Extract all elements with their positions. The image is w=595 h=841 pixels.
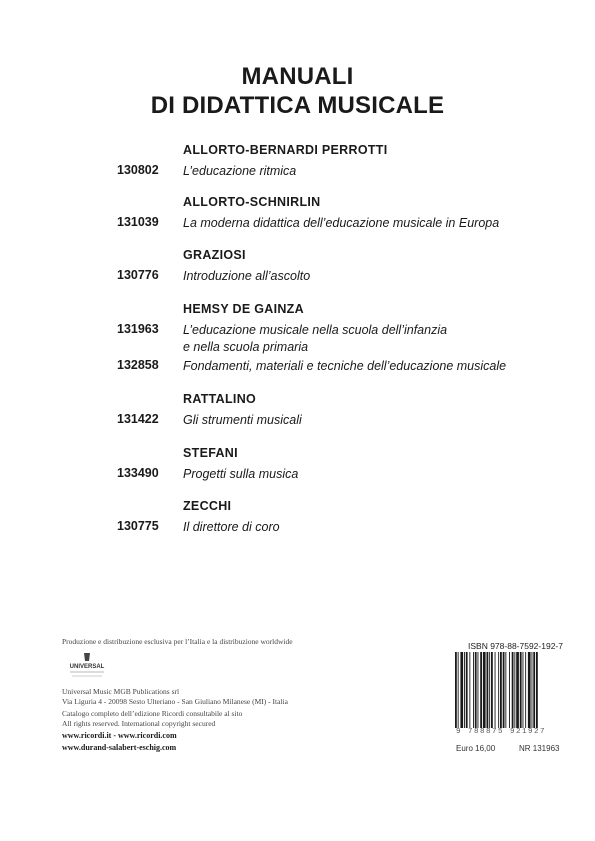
isbn-label: ISBN 978-88-7592-192-7	[468, 641, 563, 651]
universal-logo	[62, 651, 112, 681]
barcode-bar	[475, 652, 477, 728]
catalog-code: 130775	[117, 519, 159, 533]
barcode-bar	[536, 652, 538, 728]
publisher-line: All rights reserved. International copyright secured	[62, 719, 216, 728]
barcode-bar	[509, 652, 510, 728]
catalog-code: 131422	[117, 412, 159, 426]
logo-mark-icon	[84, 653, 90, 661]
catalog-code: 130802	[117, 163, 159, 177]
barcode-bar	[495, 652, 496, 728]
price-label: Euro 16,00	[456, 744, 496, 753]
author-name: STEFANI	[183, 446, 238, 460]
author-name: ALLORTO-BERNARDI PERROTTI	[183, 143, 388, 157]
catalog-code: 130776	[117, 268, 159, 282]
barcode-bar	[487, 652, 489, 728]
publisher-line: Via Liguria 4 - 20098 Sesto Ulteriano - San Giuliano Milanese (MI) - Italia	[62, 697, 288, 706]
distribution-notice: Produzione e distribuzione esclusiva per l’Italia e la distribuzione worldwide	[62, 637, 293, 646]
publisher-line: Catalogo completo dell’edizione Ricordi consultabile al sito	[62, 709, 243, 718]
barcode-digits: 9 788875 921927	[456, 728, 547, 736]
logo-wordmark: UNIVERSAL	[69, 664, 105, 670]
work-title: Il direttore di coro	[183, 520, 280, 534]
barcode-bar	[514, 652, 515, 728]
work-title: Progetti sulla musica	[183, 467, 299, 481]
barcode-bar	[533, 652, 535, 728]
catalog-number-label: NR 131963	[519, 744, 560, 753]
author-name: ZECCHI	[183, 499, 232, 513]
catalog-code: 131039	[117, 215, 159, 229]
work-title: Introduzione all’ascolto	[183, 269, 311, 283]
work-title: Gli strumenti musicali	[183, 413, 302, 427]
barcode-bar	[532, 652, 533, 728]
barcode-bar	[458, 652, 459, 728]
website-link[interactable]: www.ricordi.it - www.ricordi.com	[62, 731, 177, 740]
barcode-bar	[525, 652, 526, 728]
publisher-line: Universal Music MGB Publications srl	[62, 687, 180, 696]
catalog-code: 133490	[117, 466, 159, 480]
catalog-code: 132858	[117, 358, 159, 372]
barcode-bar	[460, 652, 463, 728]
barcode-bar	[500, 652, 502, 728]
barcode-bar	[498, 652, 499, 728]
barcode-bar	[505, 652, 506, 728]
author-name: GRAZIOSI	[183, 248, 246, 262]
author-name: ALLORTO-SCHNIRLIN	[183, 195, 321, 209]
page-title-line-2: DI DIDATTICA MUSICALE	[150, 92, 445, 119]
catalog-code: 131963	[117, 322, 159, 336]
barcode-bar	[503, 652, 505, 728]
barcode-bar	[520, 652, 522, 728]
barcode-bar	[489, 652, 490, 728]
author-name: HEMSY DE GAINZA	[183, 302, 304, 316]
page-title-line-1: MANUALI	[241, 63, 354, 90]
barcode-bar	[528, 652, 531, 728]
barcode-bar	[512, 652, 514, 728]
author-name: RATTALINO	[183, 392, 257, 406]
barcode	[453, 652, 571, 728]
barcode-bar	[516, 652, 519, 728]
barcode-bar	[478, 652, 479, 728]
barcode-bar	[466, 652, 468, 728]
barcode-bar	[473, 652, 474, 728]
barcode-bar	[523, 652, 524, 728]
barcode-bar	[483, 652, 486, 728]
barcode-bar	[455, 652, 457, 728]
barcode-bar	[464, 652, 465, 728]
work-title: L’educazione ritmica	[183, 164, 297, 178]
website-link[interactable]: www.durand-salabert-eschig.com	[62, 743, 177, 752]
work-title: L’educazione musicale nella scuola dell’infanzia	[183, 323, 448, 337]
work-title-continuation: e nella scuola primaria	[183, 340, 309, 354]
barcode-bar	[491, 652, 493, 728]
work-title: La moderna didattica dell’educazione musicale in Europa	[183, 216, 500, 230]
barcode-bar	[469, 652, 470, 728]
barcode-bar	[480, 652, 482, 728]
work-title: Fondamenti, materiali e tecniche dell’educazione musicale	[183, 359, 507, 373]
